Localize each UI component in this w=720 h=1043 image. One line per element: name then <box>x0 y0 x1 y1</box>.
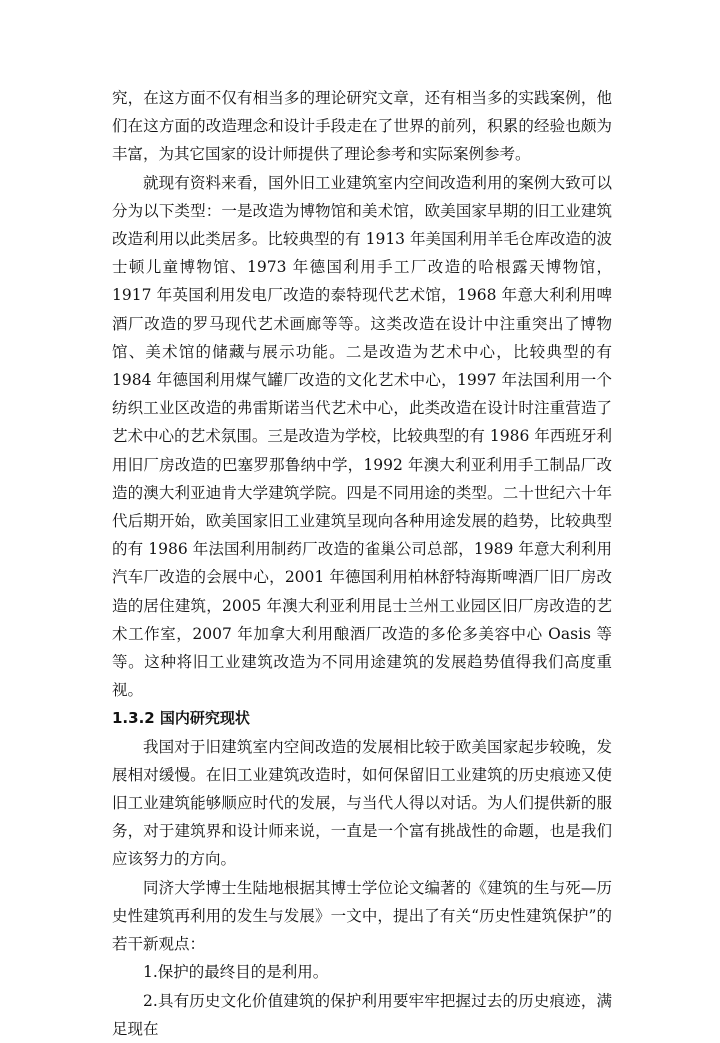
paragraph-tongji-study: 同济大学博士生陆地根据其博士学位论文编著的《建筑的生与死—历史性建筑再利用的发生与发展》一文中，提出了有关“历史性建筑保护”的若干新观点： <box>112 878 612 954</box>
body-text <box>112 84 612 1043</box>
paragraph-foreign-cases: 就现有资料来看，国外旧工业建筑室内空间改造利用的案例大致可以分为以下类型：一是改造为博物馆和美术馆，欧美国家早期的旧工业建筑改造利用以此类居多。比较典型的有 1913 年美国利用羊毛仓库改造的波士顿儿童博物馆、1973 年德国利用手工厂改造的哈根露天博物馆，1917 年英国利用发电厂改造的泰特现代艺术馆，1968 年意大利利用啤酒厂改造的罗马现代艺术画廊等等。这类改造在设计中注重突出了博物馆、美术馆的储藏与展示功能。二是改造为艺术中心，比较典型的有 1984 年德国利用煤气罐厂改造的文化艺术中心，1997 年法国利用一个纺织工业区改造的弗雷斯诺当代艺术中心，此类改造在设计时注重营造了艺术中心的艺术氛围。三是改造为学校，比较典型的有 1986 年西班牙利用旧厂房改造的巴塞罗那鲁纳中学，1992 年澳大利亚利用手工制品厂改造的澳大利亚迪肯大学建筑学院。四是不同用途的类型。二十世纪六十年代后期开始，欧美国家旧工业建筑呈现向各种用途发展的趋势，比较典型的有 1986 年法国利用制药厂改造的雀巢公司总部，1989 年意大利利用汽车厂改造的会展中心，2001 年德国利用柏林舒特海斯啤酒厂旧厂房改造的居住建筑，2005 年澳大利亚利用昆士兰州工业园区旧厂房改造的艺术工作室，2007 年加拿大利用酿酒厂改造的多伦多美容中心 Oasis 等等。这种将旧工业建筑改造为不同用途建筑的发展趋势值得我们高度重视。 <box>112 173 612 700</box>
list-item-1: 1.保护的最终目的是利用。 <box>143 963 329 982</box>
section-heading: 1.3.2 国内研究现状 <box>112 709 250 728</box>
list-item-2: 2.具有历史文化价值建筑的保护利用要牢牢把握过去的历史痕迹，满足现在 <box>112 991 612 1038</box>
paragraph-domestic-status: 我国对于旧建筑室内空间改造的发展相比较于欧美国家起步较晚，发展相对缓慢。在旧工业建筑改造时，如何保留旧工业建筑的历史痕迹又使旧工业建筑能够顺应时代的发展，与当代人得以对话。为人们提供新的服务，对于建筑界和设计师来说，一直是一个富有挑战性的命题，也是我们应该努力的方向。 <box>112 737 612 869</box>
paragraph-continuation: 究，在这方面不仅有相当多的理论研究文章，还有相当多的实践案例，他们在这方面的改造理念和设计手段走在了世界的前列，积累的经验也颇为丰富，为其它国家的设计师提供了理论参考和实际案例参考。 <box>112 89 612 164</box>
